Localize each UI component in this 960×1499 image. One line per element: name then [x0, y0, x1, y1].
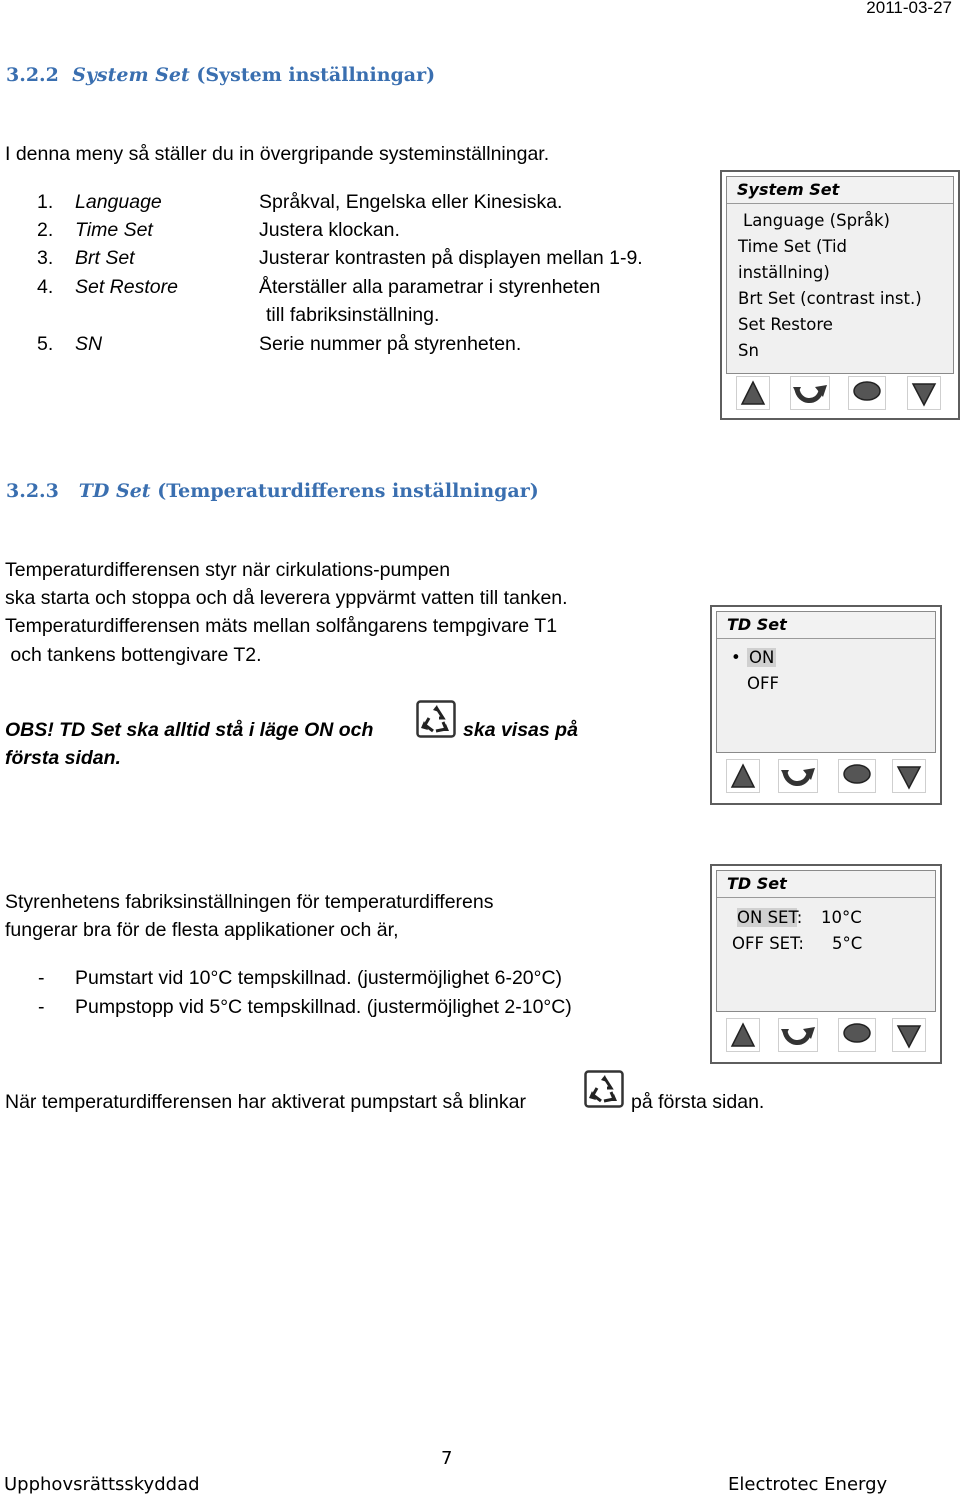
section-title-italic: TD Set [78, 480, 151, 502]
bullet-dash: - [38, 967, 45, 989]
paragraph-line: Temperaturdifferensen styr när cirkulations-pumpen [5, 559, 451, 581]
button-row [724, 1018, 934, 1052]
up-arrow-icon[interactable] [736, 376, 770, 410]
option-off[interactable]: OFF [747, 674, 779, 693]
on-set-colon: : [796, 908, 803, 927]
rotate-icon[interactable] [790, 376, 830, 410]
list-item-name: Brt Set [75, 247, 135, 269]
page-number: 7 [441, 1448, 453, 1469]
list-item-desc: Justerar kontrasten på displayen mellan 1-9. [259, 247, 643, 269]
lcd-screen [716, 611, 936, 753]
menu-line: Set Restore [738, 315, 833, 334]
obs-text-cont: ska visas på [463, 719, 578, 741]
section-number: 3.2.3 [6, 480, 59, 502]
blink-text-cont: på första sidan. [631, 1091, 765, 1113]
section-number: 3.2.2 [6, 64, 59, 86]
menu-line: Brt Set (contrast inst.) [738, 289, 922, 308]
section-title-italic: System Set [72, 64, 190, 86]
ok-circle-icon[interactable] [848, 376, 886, 410]
ok-circle-icon[interactable] [838, 1018, 876, 1052]
blink-text: När temperaturdifferensen har aktiverat pumpstart så blinkar [5, 1091, 526, 1113]
on-set-row [737, 908, 802, 927]
rotate-icon[interactable] [778, 1018, 818, 1052]
panel-title: TD Set [717, 871, 935, 898]
recycle-icon [584, 1070, 624, 1113]
option-on[interactable]: ON [749, 648, 775, 667]
list-item-desc-cont: till fabriksinställning. [266, 304, 440, 326]
list-item: 4. [37, 276, 54, 298]
panel-title: TD Set [717, 612, 935, 639]
td-set-values-panel [710, 864, 942, 1064]
button-row [732, 376, 947, 410]
on-set-value: 10°C [821, 908, 862, 927]
panel-title: System Set [727, 177, 953, 204]
section-322-heading [6, 64, 435, 86]
list-item: 5. [37, 333, 54, 355]
lcd-screen [716, 870, 936, 1012]
list-item-desc: Serie nummer på styrenheten. [259, 333, 522, 355]
ok-circle-icon[interactable] [838, 759, 876, 793]
menu-line: Language (Språk) [743, 211, 890, 230]
paragraph-line: Temperaturdifferensen mäts mellan solfångarens tempgivare T1 [5, 615, 558, 637]
down-arrow-icon[interactable] [892, 1018, 926, 1052]
lcd-screen [726, 176, 954, 374]
menu-line: Sn [738, 341, 759, 360]
list-item-name: Language [75, 191, 162, 213]
list-item-name: Time Set [75, 219, 153, 241]
menu-line: Time Set (Tid [738, 237, 848, 256]
section-322-intro: I denna meny så ställer du in övergripande systeminställningar. [5, 143, 550, 165]
footer-left: Upphovsrättsskyddad [4, 1474, 200, 1495]
list-item-name: Set Restore [75, 276, 178, 298]
bullet: • [731, 648, 741, 667]
bullet-text: Pumstart vid 10°C tempskillnad. (justermöjlighet 6-20°C) [75, 967, 563, 989]
paragraph-line: och tankens bottengivare T2. [5, 644, 262, 666]
recycle-icon [416, 700, 456, 743]
header-date: 2011-03-27 [866, 0, 952, 17]
up-arrow-icon[interactable] [726, 1018, 760, 1052]
paragraph-line: fungerar bra för de flesta applikationer och är, [5, 919, 399, 941]
section-title-rest: (Temperaturdifferens inställningar) [157, 480, 539, 502]
off-set-label[interactable]: OFF SET: [732, 934, 804, 953]
list-item-desc: Återställer alla parametrar i styrenheten [259, 276, 601, 298]
rotate-icon[interactable] [778, 759, 818, 793]
list-item: 1. [37, 191, 54, 213]
obs-text: OBS! TD Set ska alltid stå i läge ON och [5, 719, 374, 741]
system-set-panel [720, 170, 960, 420]
section-323-heading [6, 480, 539, 502]
up-arrow-icon[interactable] [726, 759, 760, 793]
off-set-value: 5°C [832, 934, 863, 953]
list-item-name: SN [75, 333, 103, 355]
list-item-desc: Justera klockan. [259, 219, 400, 241]
obs-text-line2: första sidan. [5, 747, 121, 769]
list-item: 2. [37, 219, 54, 241]
down-arrow-icon[interactable] [892, 759, 926, 793]
paragraph-line: ska starta och stoppa och då leverera yppvärmt vatten till tanken. [5, 587, 568, 609]
list-item: 3. [37, 247, 54, 269]
paragraph-line: Styrenhetens fabriksinställningen för temperaturdifferens [5, 891, 494, 913]
list-item-desc: Språkval, Engelska eller Kinesiska. [259, 191, 563, 213]
section-title-rest: (System inställningar) [196, 64, 436, 86]
bullet-text: Pumpstopp vid 5°C tempskillnad. (justermöjlighet 2-10°C) [75, 996, 572, 1018]
button-row [724, 759, 934, 793]
bullet-dash: - [38, 996, 45, 1018]
menu-line: inställning) [738, 263, 830, 282]
down-arrow-icon[interactable] [907, 376, 941, 410]
footer-right: Electrotec Energy [728, 1474, 888, 1495]
td-set-panel [710, 605, 942, 805]
on-set-label[interactable]: ON SET [737, 908, 797, 927]
